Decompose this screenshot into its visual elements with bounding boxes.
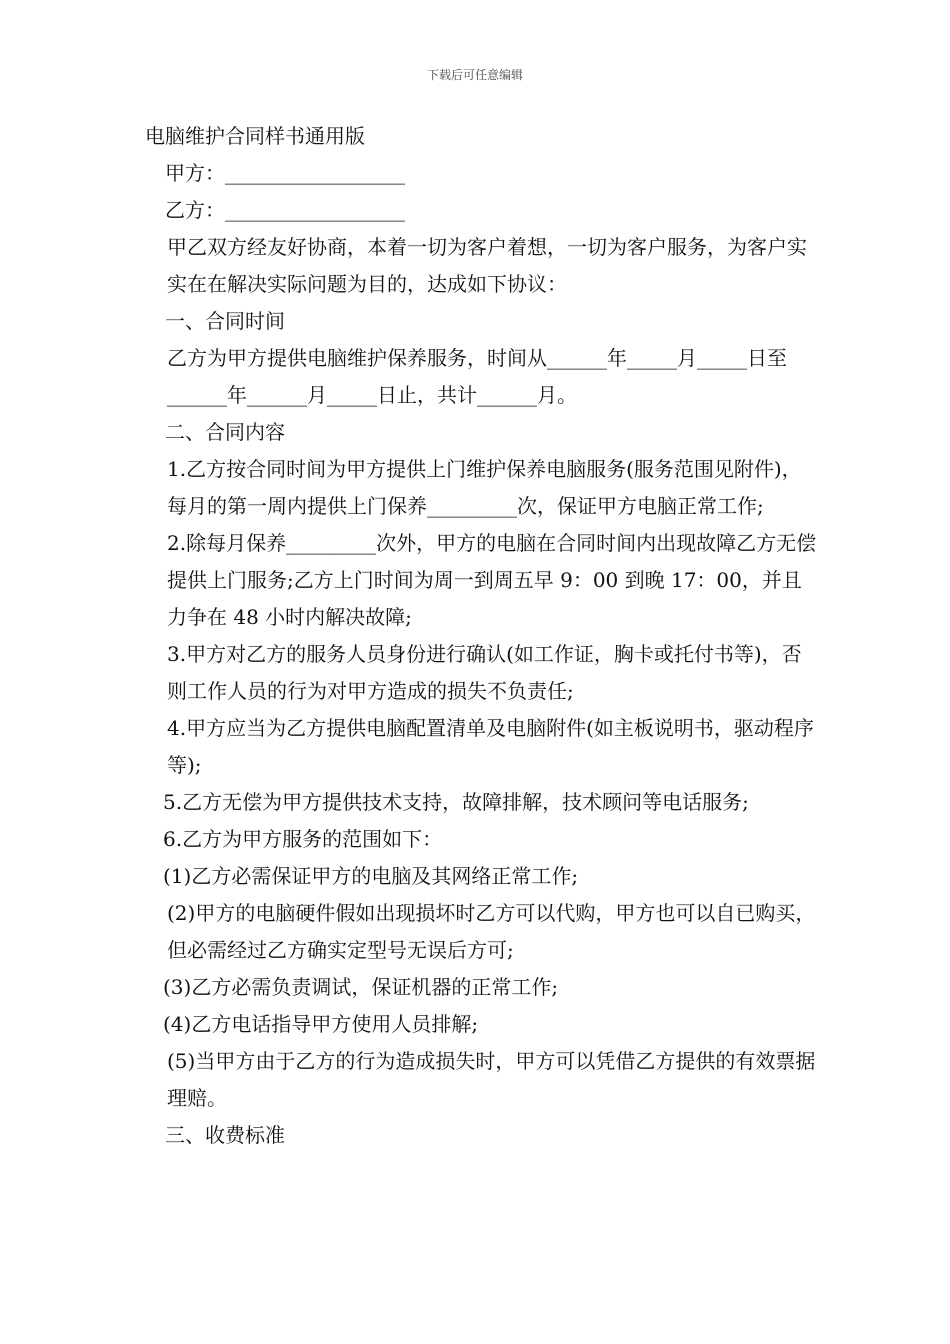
section-1-body: 乙方为甲方提供电脑维护保养服务，时间从______年_____月_____日至______年______月_____日止，共计______月。: [167, 346, 787, 407]
clause-2: 2.除每月保养_________次外，甲方的电脑在合同时间内出现故障乙方无偿提供上门服务;乙方上门时间为周一到周五早 9：00 到晚 17：00，并且力争在 48 小时内解决故障;: [167, 531, 817, 629]
clause-1: 1.乙方按合同时间为甲方提供上门维护保养电脑服务(服务范围见附件)，每月的第一周内提供上门保养_________次，保证甲方电脑正常工作;: [167, 457, 802, 518]
document-body: [145, 118, 817, 1154]
section-1-heading: 一、合同时间: [165, 309, 285, 333]
party-a-line: 甲方：__________________: [165, 161, 405, 185]
document-title: 电脑维护合同样书通用版: [145, 124, 365, 148]
section-3-heading: 三、收费标准: [165, 1123, 285, 1147]
scope-item-2: (2)甲方的电脑硬件假如出现损坏时乙方可以代购，甲方也可以自已购买，但必需经过乙方确实定型号无误后方可;: [167, 901, 816, 962]
scope-item-5: (5)当甲方由于乙方的行为造成损失时，甲方可以凭借乙方提供的有效票据理赔。: [167, 1049, 816, 1110]
clause-4: 4.甲方应当为乙方提供电脑配置清单及电脑附件(如主板说明书，驱动程序等);: [167, 716, 814, 777]
section-2-heading: 二、合同内容: [165, 420, 285, 444]
page-header: 下载后可任意编辑: [426, 68, 523, 82]
clause-5: 5.乙方无偿为甲方提供技术支持，故障排解，技术顾问等电话服务;: [163, 790, 749, 814]
scope-item-4: (4)乙方电话指导甲方使用人员排解;: [163, 1012, 479, 1036]
clause-6: 6.乙方为甲方服务的范围如下：: [163, 827, 443, 851]
party-b-line: 乙方：__________________: [165, 198, 405, 222]
intro-paragraph: 甲乙双方经友好协商，本着一切为客户着想，一切为客户服务，为客户实实在在解决实际问题为目的，达成如下协议：: [167, 235, 807, 296]
scope-item-3: (3)乙方必需负责调试，保证机器的正常工作;: [163, 975, 559, 999]
scope-item-1: (1)乙方必需保证甲方的电脑及其网络正常工作;: [163, 864, 579, 888]
clause-3: 3.甲方对乙方的服务人员身份进行确认(如工作证，胸卡或托付书等)，否则工作人员的行为对甲方造成的损失不负责任;: [167, 642, 802, 703]
